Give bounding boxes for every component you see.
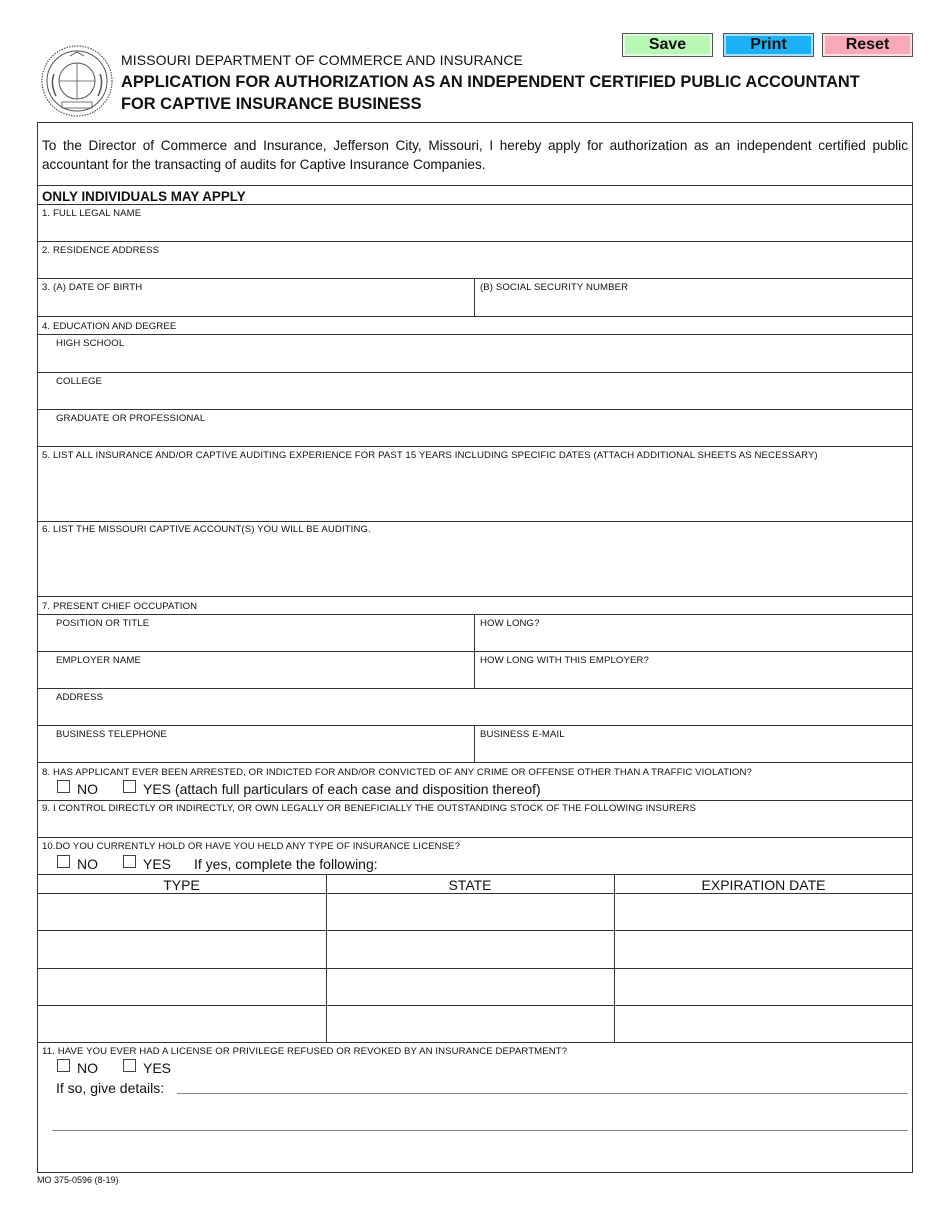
divider (37, 446, 913, 447)
revoked-yes-label: YES (143, 1060, 172, 1076)
divider (37, 334, 913, 335)
revoked-details-input-2[interactable] (52, 1112, 912, 1130)
business-email-label: BUSINESS E-MAIL (480, 729, 565, 740)
license-expiration-input[interactable] (619, 1012, 913, 1040)
license-question-label: 10.DO YOU CURRENTLY HOLD OR HAVE YOU HELD ANY TYPE OF INSURANCE LICENSE? (42, 841, 461, 852)
full-legal-name-input[interactable] (42, 221, 912, 241)
column-state: STATE (448, 877, 492, 893)
license-type-input[interactable] (42, 937, 326, 965)
address-label: ADDRESS (56, 692, 104, 703)
revoked-yes-checkbox[interactable] (123, 1059, 136, 1072)
page-title (121, 71, 921, 115)
how-long-employer-label: HOW LONG WITH THIS EMPLOYER? (480, 655, 649, 666)
employer-input[interactable] (56, 668, 472, 688)
residence-address-input[interactable] (42, 258, 912, 278)
divider (37, 278, 913, 279)
address-input[interactable] (56, 705, 912, 725)
insurer-stock-input[interactable] (42, 816, 912, 836)
divider (474, 278, 475, 316)
date-of-birth-input[interactable] (42, 295, 472, 315)
how-long-employer-input[interactable] (480, 668, 912, 688)
divider (37, 204, 913, 205)
auditing-experience-input[interactable] (42, 464, 912, 522)
arrest-no-checkbox[interactable] (57, 780, 70, 793)
divider (37, 800, 913, 801)
license-state-input[interactable] (331, 900, 614, 928)
position-input[interactable] (56, 631, 472, 651)
revoked-question-label: 11. HAVE YOU EVER HAD A LICENSE OR PRIVILEGE REFUSED OR REVOKED BY AN INSURANCE DEPARTMENT? (42, 1046, 568, 1057)
business-email-input[interactable] (480, 742, 912, 762)
divider (37, 651, 913, 652)
divider (37, 614, 913, 615)
residence-address-label: 2. RESIDENCE ADDRESS (42, 245, 160, 256)
divider (37, 930, 913, 931)
divider (37, 688, 913, 689)
column-type: TYPE (163, 877, 200, 893)
graduate-label: GRADUATE OR PROFESSIONAL (56, 413, 206, 424)
license-expiration-input[interactable] (619, 975, 913, 1003)
high-school-input[interactable] (56, 351, 912, 371)
business-phone-label: BUSINESS TELEPHONE (56, 729, 167, 740)
license-expiration-input[interactable] (619, 937, 913, 965)
chief-occupation-label: 7. PRESENT CHIEF OCCUPATION (42, 601, 198, 612)
license-no-label: NO (77, 856, 98, 872)
full-legal-name-label: 1. FULL LEGAL NAME (42, 208, 142, 219)
license-no-checkbox[interactable] (57, 855, 70, 868)
captive-accounts-label: 6. LIST THE MISSOURI CAPTIVE ACCOUNT(S) YOU WILL BE AUDITING. (42, 524, 371, 535)
reset-button[interactable]: Reset (822, 33, 913, 57)
license-state-input[interactable] (331, 1012, 614, 1040)
how-long-input[interactable] (480, 631, 912, 651)
divider (37, 968, 913, 969)
college-input[interactable] (56, 389, 912, 409)
ssn-input[interactable] (480, 295, 912, 315)
missouri-seal-icon (40, 44, 114, 118)
education-label: 4. EDUCATION AND DEGREE (42, 321, 177, 332)
divider (37, 185, 913, 186)
employer-label: EMPLOYER NAME (56, 655, 141, 666)
divider (37, 725, 913, 726)
license-type-input[interactable] (42, 1012, 326, 1040)
revoked-details-input[interactable] (177, 1077, 912, 1095)
ssn-label: (B) SOCIAL SECURITY NUMBER (480, 282, 629, 293)
divider (37, 762, 913, 763)
arrest-question-label: 8. HAS APPLICANT EVER BEEN ARRESTED, OR INDICTED FOR AND/OR CONVICTED OF ANY CRIME OR OFFENSE OTHER THAN A TRAFFIC VIOLATION? (42, 767, 752, 778)
divider (474, 614, 475, 688)
divider (614, 874, 615, 1042)
divider (37, 837, 913, 838)
divider (37, 874, 913, 875)
title-line-1: APPLICATION FOR AUTHORIZATION AS AN INDEPENDENT CERTIFIED PUBLIC ACCOUNTANT (121, 73, 860, 91)
divider (37, 241, 913, 242)
graduate-input[interactable] (56, 426, 912, 446)
only-individuals-heading: ONLY INDIVIDUALS MAY APPLY (42, 189, 246, 204)
how-long-label: HOW LONG? (480, 618, 540, 629)
divider (37, 893, 913, 894)
license-expiration-input[interactable] (619, 900, 913, 928)
intro-statement: To the Director of Commerce and Insurance, Jefferson City, Missouri, I hereby apply for authorization as an independent certified public accountant for the transacting of audits for Captive Insurance Companies. (42, 138, 908, 172)
divider (37, 1005, 913, 1006)
high-school-label: HIGH SCHOOL (56, 338, 125, 349)
license-note: If yes, complete the following: (194, 856, 378, 872)
revoked-no-checkbox[interactable] (57, 1059, 70, 1072)
arrest-yes-label: YES (attach full particulars of each case and disposition thereof) (143, 781, 541, 797)
business-phone-input[interactable] (56, 742, 472, 762)
print-button[interactable]: Print (723, 33, 814, 57)
divider (37, 316, 913, 317)
title-line-2: FOR CAPTIVE INSURANCE BUSINESS (121, 95, 422, 113)
license-state-input[interactable] (331, 975, 614, 1003)
license-yes-checkbox[interactable] (123, 855, 136, 868)
arrest-yes-checkbox[interactable] (123, 780, 136, 793)
department-name: MISSOURI DEPARTMENT OF COMMERCE AND INSURANCE (121, 52, 523, 68)
details-line (52, 1130, 908, 1131)
column-expiration-date: EXPIRATION DATE (701, 877, 826, 893)
revoked-details-label: If so, give details: (56, 1080, 165, 1096)
divider (326, 874, 327, 1042)
form-number: MO 375-0596 (8-19) (37, 1175, 119, 1185)
position-label: POSITION OR TITLE (56, 618, 150, 629)
divider (37, 372, 913, 373)
divider (37, 409, 913, 410)
date-of-birth-label: 3. (A) DATE OF BIRTH (42, 282, 143, 293)
save-button[interactable]: Save (622, 33, 713, 57)
arrest-no-label: NO (77, 781, 98, 797)
license-type-input[interactable] (42, 900, 326, 928)
auditing-experience-label: 5. LIST ALL INSURANCE AND/OR CAPTIVE AUDITING EXPERIENCE FOR PAST 15 YEARS INCLUDING SPECIFIC DATES (ATTACH ADDITIONAL SHEETS AS NECESSARY) (42, 450, 818, 461)
insurer-stock-label: 9. I CONTROL DIRECTLY OR INDIRECTLY, OR OWN LEGALLY OR BENEFICIALLY THE OUTSTANDING STOCK OF THE FOLLOWING INSURERS (42, 803, 697, 814)
license-yes-label: YES (143, 856, 172, 872)
license-state-input[interactable] (331, 937, 614, 965)
captive-accounts-input[interactable] (42, 538, 912, 597)
divider (474, 725, 475, 762)
divider (37, 1042, 913, 1043)
revoked-no-label: NO (77, 1060, 98, 1076)
college-label: COLLEGE (56, 376, 103, 387)
license-type-input[interactable] (42, 975, 326, 1003)
